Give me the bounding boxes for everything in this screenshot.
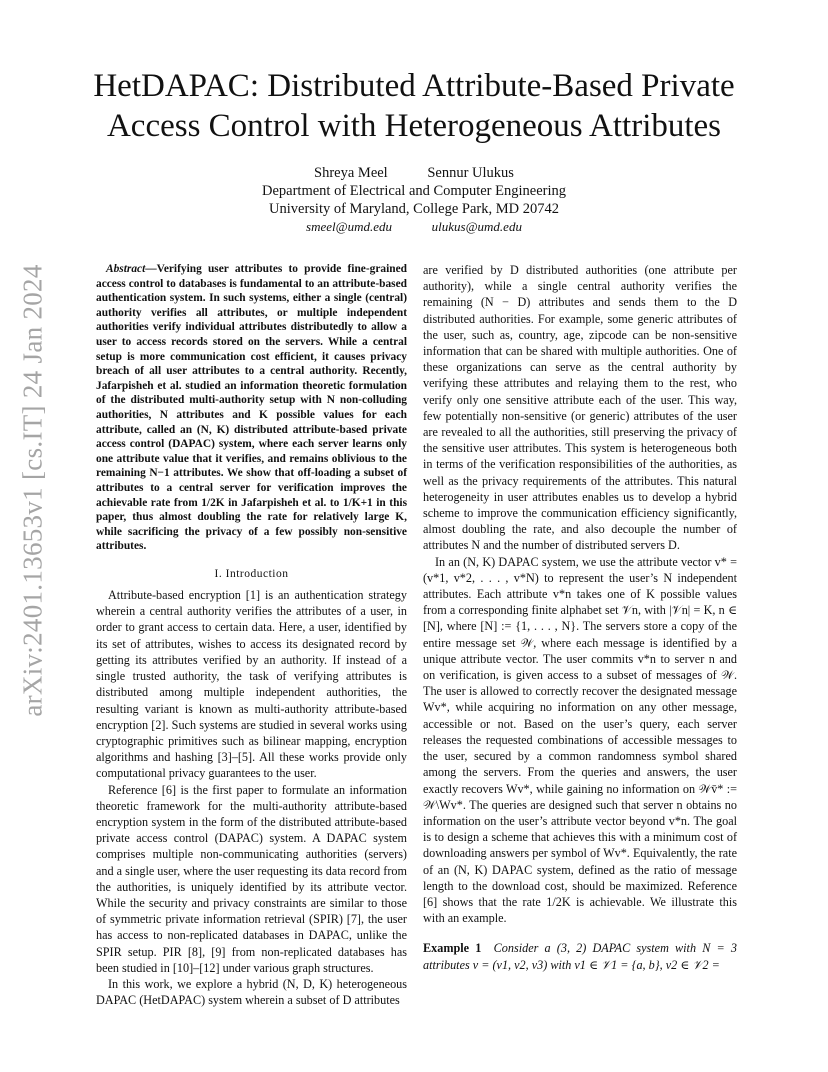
abstract-text: —Verifying user attributes to provide fine-grained access control to databases is fundamental to an attribute-based authentication system. In such systems, either a single (central) authority verifies all attributes, or multiple independent authorities verify individual attributes distributedly to allow a user to access records stored on the servers. While a central setup is more communication cost efficient, it causes privacy breach of all user attributes to a central authority. Recently, Jafarpisheh et al. studied an information theoretic formulation of the distributed multi-authority setup with N non-colluding authorities, N attributes and K possible values for each attribute, called an (N, K) distributed attribute-based private access control (DAPAC) system, where each server learns only one attribute value that it verifies, and remains oblivious to the remaining N−1 attributes. We show that off-loading a subset of attributes to a central server for verification improves the achievable rate from 1/2K in Jafarpisheh et al. to 1/K+1 in this paper, thus almost doubling the rate for relatively large K, while sacrificing the privacy of a few possibly non-sensitive attributes. — [96, 263, 407, 553]
body-paragraph: are verified by D distributed authorities (one attribute per authority), while a single central authority verifies the remaining (N − D) attributes and sends them to the D distributed authorities. For example, some generic attributes of the user, such as, country, age, zipcode can be non-sensitive information that can be shared with multiple authorities. One of these organizations can serve as the central authority by verifying these attributes and relaying them to the rest, who verify only one sensitive attribute each of the user. This way, few potentially non-sensitive (or generic) attributes of the user are revealed to all the authorities, still preserving the privacy of the sensitive user attributes. This system is heterogeneous both in terms of the verification responsibilities of the authorities, as well as the privacy requirements of the attributes. This natural heterogeneity in user attributes enables us to develop a hybrid scheme to improve the communication efficiency significantly, almost doubling the rate, and also decouple the number of attributes N and the number of distributed servers D. — [423, 263, 737, 553]
section-heading: I. Introduction — [214, 567, 289, 580]
author-email: smeel@umd.edu — [306, 219, 393, 234]
body-paragraph: In an (N, K) DAPAC system, we use the attribute vector v* = (v*1, v*2, . . . , v*N) to represent the user’s N independent attributes. Each attribute v*n takes one of K possible values from a corresponding finite alphabet set 𝒱n, with |𝒱n| = K, n ∈ [N], where [N] := {1, . . . , N}. The servers store a copy of the entire message set 𝒲, where each message is identified by a unique attribute vector. The user commits v*n to server n and on verification, is given access to a subset of messages of 𝒲. The user is allowed to correctly recover the designated message Wv*, while acquiring no information on any other message, accessible or not. Based on the user’s query, each server releases the requested combinations of accessible messages to the user, secured by a common randomness symbol shared among the servers. From the queries and answers, the user exactly recovers Wv*, while gaining no information on 𝒲v̄* := 𝒲\Wv*. The queries are designed such that server n obtains no information on the user’s attribute vector beyond v*n. The goal is to design a scheme that achieves this with a minimum cost of downloading answers per symbol of Wv*. Equivalently, the rate of an (N, K) DAPAC system, defined as the ratio of message length to the download cost, should be maximized. Reference [6] shows that the rate 1/2K is achievable. We illustrate this with an example. — [423, 554, 737, 926]
example-text: Consider a (3, 2) DAPAC system with N = 3 attributes v = (v1, v2, v3) with v1 ∈ 𝒱1 = {a, b}, v2 ∈ 𝒱2 = — [423, 941, 738, 972]
body-paragraph: In this work, we explore a hybrid (N, D, K) heterogeneous DAPAC (HetDAPAC) system wherein a subset of D attributes — [96, 976, 407, 1008]
example-block — [423, 940, 737, 972]
body-paragraph: Reference [6] is the first paper to formulate an information theoretic framework for the multi-authority attribute-based encryption system in the form of the distributed attribute-based private access control (DAPAC) system. A DAPAC system comprises multiple non-communicating authorities (servers) and a single user, where the user requesting its data record from the authorities, is uniquely identified by its attribute vector. While the security and privacy constraints are similar to those of symmetric private information retrieval (SPIR) [7], the user has access to non-replicated databases in DAPAC, unlike the SPIR setup. PIR [8], [9] from non-replicated databases has been studied in [10]–[12] under various graph structures. — [96, 782, 407, 975]
arxiv-side-stamp — [18, 265, 48, 715]
example-label: Example 1 — [423, 941, 482, 956]
abstract — [96, 262, 407, 554]
body-paragraph: Attribute-based encryption [1] is an authentication strategy wherein a central authority verifies the attributes of a user, in order to grant access to certain data. Here, a user, identified by its set of attributes, wishes to access its designated record by getting its attributes verified by an authority. If instead of a single trusted authority, the task of verifying attributes is distributed among multiple independent authorities, the resulting variant is known as multi-authority attribute-based encryption [2]. Such systems are studied in several works using cryptographic primitives such as bilinear mapping, encryption algorithms and hashing [3]–[5]. All these works provide only computational privacy guarantees to the user. — [96, 588, 407, 781]
author-name: Shreya Meel — [314, 165, 388, 181]
left-column — [96, 262, 407, 1008]
author-affiliation: University of Maryland, College Park, MD 20742 — [269, 201, 559, 217]
arxiv-identifier: arXiv:2401.13653v1 [cs.IT] 24 Jan 2024 — [17, 263, 48, 717]
author-emails — [0, 218, 828, 236]
author-email: ulukus@umd.edu — [431, 219, 522, 234]
author-department: Department of Electrical and Computer Engineering — [262, 183, 566, 199]
abstract-lead: Abstract — [106, 263, 146, 275]
paper-title: HetDAPAC: Distributed Attribute-Based Private Access Control with Heterogeneous Attributes — [93, 68, 735, 144]
author-names — [0, 164, 828, 182]
author-name: Sennur Ulukus — [427, 165, 514, 181]
author-block — [0, 164, 828, 236]
right-column — [423, 262, 737, 973]
